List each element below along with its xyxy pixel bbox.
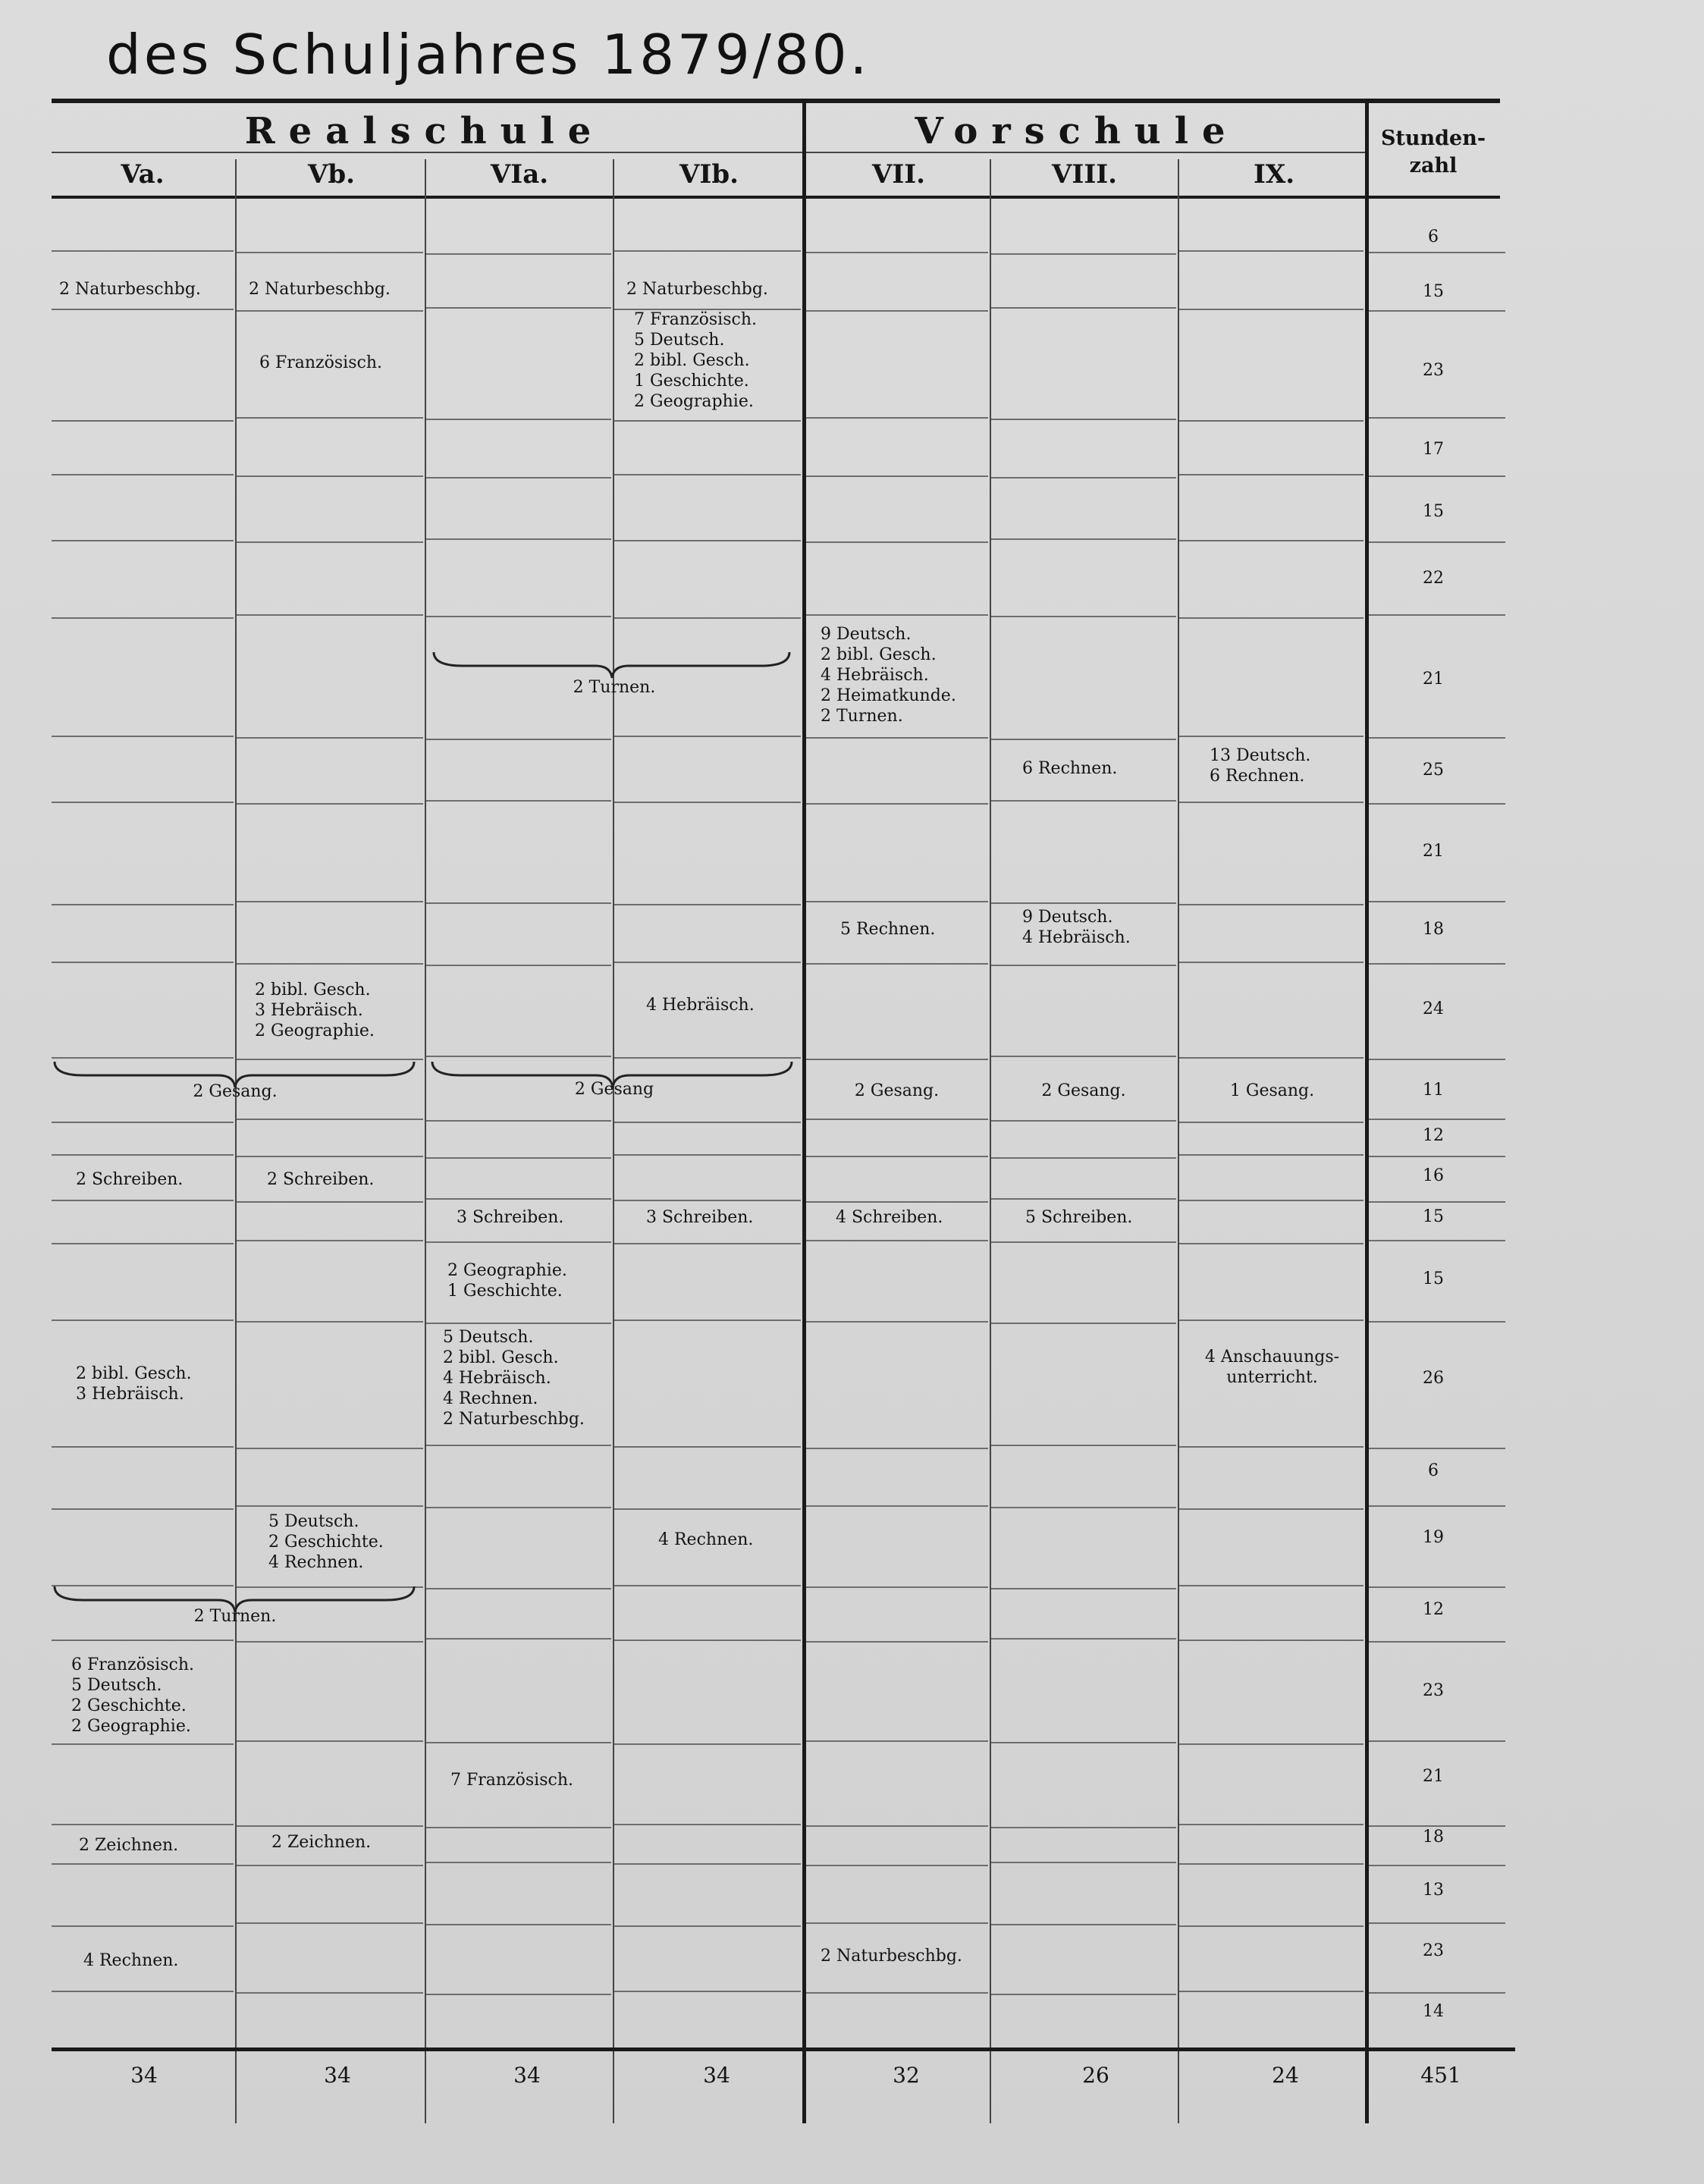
ruling-line [1369, 614, 1505, 616]
ruling-line [1369, 541, 1505, 543]
hours-row-20: 12 [1423, 1600, 1444, 1619]
cell-va-vb-gesang: 2 Gesang. [193, 1082, 278, 1101]
ruling-line [1179, 1824, 1364, 1825]
ruling-line [991, 1157, 1176, 1159]
ruling-line [614, 802, 801, 803]
ruling-line [806, 614, 988, 616]
ruling-line [1179, 1122, 1364, 1123]
ruling-line [806, 963, 988, 965]
ruling-line [614, 250, 801, 252]
ruling-line [1369, 417, 1505, 419]
ruling-line [1369, 252, 1505, 253]
hours-row-17: 26 [1423, 1369, 1444, 1388]
top-rule [52, 99, 1500, 103]
ruling-line [237, 1865, 423, 1866]
hours-row-14: 16 [1423, 1166, 1444, 1185]
cell-vb-zeichnen: 2 Zeichnen. [271, 1833, 372, 1852]
ruling-line [806, 310, 988, 312]
ruling-line [991, 419, 1176, 420]
ruling-line [52, 904, 234, 905]
ruling-line [52, 1200, 234, 1201]
cell-via-vib-turnen: 2 Turnen. [573, 678, 656, 697]
ruling-line [1369, 1240, 1505, 1241]
ruling-line [426, 1827, 611, 1828]
ruling-line [1179, 420, 1364, 422]
ruling-line [614, 1122, 801, 1123]
ruling-line [991, 1827, 1176, 1828]
ruling-line [1179, 1743, 1364, 1745]
ruling-line [1179, 1991, 1364, 1992]
cell-vb-franzoesisch: 6 Französisch. [259, 353, 382, 372]
ruling-line [237, 803, 423, 805]
cell-ix-gesang: 1 Gesang. [1229, 1081, 1315, 1100]
ruling-line [991, 739, 1176, 740]
header-rule-2 [52, 196, 1500, 199]
ruling-line [1369, 1505, 1505, 1507]
hours-header: Stunden- zahl [1380, 127, 1486, 177]
hours-row-12: 11 [1423, 1081, 1444, 1100]
ruling-line [1369, 963, 1505, 965]
ruling-line [237, 310, 423, 312]
ruling-line [52, 1640, 234, 1641]
ruling-line [426, 902, 611, 904]
ruling-line [806, 901, 988, 902]
ruling-line [52, 962, 234, 963]
hours-row-13: 12 [1423, 1126, 1444, 1145]
ruling-line [52, 1991, 234, 1992]
ruling-line [426, 477, 611, 479]
ruling-line [614, 1640, 801, 1641]
cell-via-block: 5 Deutsch. 2 bibl. Gesch. 4 Hebräisch. 4 Rechnen. 2 Naturbeschbg. [443, 1328, 585, 1429]
ruling-line [1369, 901, 1505, 902]
ruling-line [52, 617, 234, 619]
ruling-line [806, 541, 988, 543]
cell-vii-schreiben: 4 Schreiben. [836, 1208, 943, 1227]
cell-viii-block: 9 Deutsch. 4 Hebräisch. [1022, 908, 1131, 947]
ruling-line [806, 475, 988, 477]
ruling-line [1369, 1119, 1505, 1120]
ruling-line [614, 1154, 801, 1156]
ruling-line [1369, 1321, 1505, 1323]
ruling-line [237, 737, 423, 739]
ruling-line [52, 309, 234, 310]
ruling-line [806, 1240, 988, 1241]
ruling-line [614, 1585, 801, 1586]
ruling-line [1179, 540, 1364, 541]
ruling-line [1179, 309, 1364, 310]
hours-row-8: 25 [1423, 761, 1444, 780]
hours-row-10: 18 [1423, 920, 1444, 939]
ruling-line [1369, 1059, 1505, 1060]
cell-vib-block: 7 Französisch. 5 Deutsch. 2 bibl. Gesch. 1 Geschichte. 2 Geographie. [634, 310, 757, 411]
cell-vib-rechnen: 4 Rechnen. [658, 1530, 754, 1549]
ruling-line [426, 307, 611, 309]
cell-ix-anschauung: 4 Anschauungs- unterricht. [1204, 1348, 1340, 1387]
ruling-line [426, 965, 611, 966]
ruling-line [52, 1824, 234, 1825]
ruling-line [614, 1925, 801, 1927]
total-vb: 34 [324, 2063, 351, 2088]
ruling-line [52, 1122, 234, 1123]
ruling-line [237, 1992, 423, 1994]
ruling-line [1179, 1154, 1364, 1156]
ruling-line [806, 737, 988, 739]
ruling-line [426, 800, 611, 802]
ruling-line [614, 1743, 801, 1745]
ruling-line [426, 1507, 611, 1508]
total-vib: 34 [703, 2063, 730, 2088]
ruling-line [614, 474, 801, 475]
ruling-line [426, 616, 611, 617]
ruling-line [614, 1243, 801, 1244]
col-head-va: Va. [121, 159, 165, 190]
ruling-line [1369, 737, 1505, 739]
rule-via [425, 159, 426, 2123]
ruling-line [991, 1445, 1176, 1446]
ruling-line [1179, 904, 1364, 905]
ruling-line [237, 1201, 423, 1203]
hours-row-16: 15 [1423, 1269, 1444, 1288]
cell-vii-rechnen: 5 Rechnen. [840, 920, 936, 939]
ruling-line [614, 1824, 801, 1825]
ruling-line [991, 1056, 1176, 1057]
ruling-line [806, 803, 988, 805]
ruling-line [1179, 962, 1364, 963]
ruling-line [1369, 1448, 1505, 1449]
ruling-line [1369, 1740, 1505, 1742]
ruling-line [991, 902, 1176, 904]
ruling-line [1179, 1057, 1364, 1059]
ruling-line [237, 1825, 423, 1827]
cell-ix-block: 13 Deutsch. 6 Rechnen. [1210, 746, 1311, 786]
ruling-line [52, 1154, 234, 1156]
brace-via-vib-turnen [432, 651, 792, 681]
ruling-line [426, 1924, 611, 1925]
ruling-line [426, 253, 611, 255]
cell-via-geographie: 2 Geographie. 1 Geschichte. [447, 1261, 567, 1301]
cell-vb-naturbeschbg: 2 Naturbeschbg. [249, 280, 391, 299]
ruling-line [426, 1323, 611, 1324]
ruling-line [237, 252, 423, 253]
ruling-line [52, 736, 234, 737]
ruling-line [614, 1991, 801, 1992]
ruling-line [614, 1320, 801, 1321]
ruling-line [237, 901, 423, 902]
ruling-line [1369, 1641, 1505, 1643]
cell-vib-hebraeisch: 4 Hebräisch. [646, 996, 755, 1015]
col-head-vb: Vb. [308, 159, 355, 190]
hours-row-6: 22 [1423, 569, 1444, 588]
ruling-line [991, 1742, 1176, 1743]
ruling-line [614, 962, 801, 963]
ruling-line [426, 1198, 611, 1200]
rule-vorschule [802, 102, 806, 2123]
cell-vii-naturbeschbg: 2 Naturbeschbg. [821, 1947, 962, 1966]
ruling-line [237, 963, 423, 965]
cell-via-vib-gesang: 2 Gesang [574, 1080, 654, 1099]
ruling-line [426, 1241, 611, 1243]
ruling-line [1179, 1320, 1364, 1321]
rule-ix [1178, 159, 1179, 2123]
ruling-line [614, 420, 801, 422]
ruling-line [806, 252, 988, 253]
ruling-line [614, 1200, 801, 1201]
total-va: 34 [130, 2063, 158, 2088]
ruling-line [52, 1057, 234, 1059]
ruling-line [1179, 1200, 1364, 1201]
ruling-line [1179, 617, 1364, 619]
ruling-line [1179, 802, 1364, 803]
hours-row-24: 13 [1423, 1881, 1444, 1900]
ruling-line [614, 1863, 801, 1865]
ruling-line [991, 1241, 1176, 1243]
ruling-line [237, 541, 423, 543]
ruling-line [237, 614, 423, 616]
ruling-line [991, 1323, 1176, 1324]
hours-row-26: 14 [1423, 2002, 1444, 2021]
ruling-line [806, 1119, 988, 1120]
ruling-line [1369, 1156, 1505, 1157]
ruling-line [1179, 250, 1364, 252]
ruling-line [52, 802, 234, 803]
ruling-line [237, 1119, 423, 1120]
ruling-line [52, 1743, 234, 1745]
ruling-line [806, 1825, 988, 1827]
hours-row-25: 23 [1423, 1941, 1444, 1960]
ruling-line [1179, 1863, 1364, 1865]
cell-va-naturbeschbg: 2 Naturbeschbg. [59, 280, 201, 299]
cell-vii-block: 9 Deutsch. 2 bibl. Gesch. 4 Hebräisch. 2 Heimatkunde. 2 Turnen. [821, 625, 956, 726]
ruling-line [991, 477, 1176, 479]
ruling-line [426, 1862, 611, 1863]
ruling-line [426, 538, 611, 540]
ruling-line [614, 1057, 801, 1059]
ruling-line [426, 419, 611, 420]
ruling-line [806, 1321, 988, 1323]
cell-vb-block2: 5 Deutsch. 2 Geschichte. 4 Rechnen. [268, 1512, 384, 1572]
ruling-line [237, 1922, 423, 1924]
ruling-line [1179, 1925, 1364, 1927]
col-head-vii: VII. [871, 159, 926, 190]
ruling-line [806, 1505, 988, 1507]
cell-viii-rechnen: 6 Rechnen. [1022, 759, 1118, 778]
cell-vii-gesang: 2 Gesang. [854, 1081, 940, 1100]
ruling-line [991, 1588, 1176, 1589]
ruling-line [237, 1321, 423, 1323]
rule-vib [613, 159, 614, 2123]
cell-vib-schreiben: 3 Schreiben. [646, 1208, 754, 1227]
total-hours: 451 [1420, 2063, 1461, 2088]
ruling-line [52, 1243, 234, 1244]
ruling-line [52, 1925, 234, 1927]
ruling-line [991, 616, 1176, 617]
ruling-line [991, 1994, 1176, 1995]
ruling-line [1369, 475, 1505, 477]
rule-hours [1365, 102, 1369, 2123]
ruling-line [52, 540, 234, 541]
ruling-line [237, 1505, 423, 1507]
ruling-line [1179, 474, 1364, 475]
ruling-line [1369, 1201, 1505, 1203]
ruling-line [426, 1994, 611, 1995]
ruling-line [237, 1448, 423, 1449]
ruling-line [52, 1508, 234, 1510]
ruling-line [237, 1240, 423, 1241]
realschule-heading: Realschule [244, 110, 605, 152]
ruling-line [806, 417, 988, 419]
ruling-line [991, 1862, 1176, 1863]
col-head-viii: VIII. [1052, 159, 1117, 190]
ruling-line [614, 1446, 801, 1448]
col-head-ix: IX. [1253, 159, 1295, 190]
ruling-line [1369, 1586, 1505, 1588]
hours-row-3: 23 [1423, 361, 1444, 380]
ruling-line [1179, 736, 1364, 737]
ruling-line [806, 1059, 988, 1060]
rule-viii [990, 159, 991, 2123]
ruling-line [426, 739, 611, 740]
ruling-line [806, 1586, 988, 1588]
ruling-line [991, 1198, 1176, 1200]
ruling-line [52, 1446, 234, 1448]
vorschule-heading: Vorschule [915, 110, 1239, 152]
cell-va-zeichnen: 2 Zeichnen. [79, 1836, 179, 1855]
cell-va-block: 2 bibl. Gesch. 3 Hebräisch. [76, 1364, 192, 1404]
total-ix: 24 [1272, 2063, 1299, 2088]
ruling-line [237, 1740, 423, 1742]
ruling-line [806, 1448, 988, 1449]
col-head-via: VIa. [490, 159, 549, 190]
hours-row-11: 24 [1423, 999, 1444, 1018]
bottom-rule [52, 2048, 1515, 2051]
hours-row-2: 15 [1423, 282, 1444, 301]
ruling-line [991, 1120, 1176, 1122]
ruling-line [426, 1742, 611, 1743]
ruling-line [991, 800, 1176, 802]
ruling-line [991, 307, 1176, 309]
cell-vb-block: 2 bibl. Gesch. 3 Hebräisch. 2 Geographie. [255, 981, 375, 1040]
ruling-line [991, 538, 1176, 540]
ruling-line [1179, 1508, 1364, 1510]
ruling-line [237, 1641, 423, 1643]
cell-vib-naturbeschbg: 2 Naturbeschbg. [626, 280, 768, 299]
hours-row-21: 23 [1423, 1681, 1444, 1700]
ruling-line [991, 1507, 1176, 1508]
hours-row-5: 15 [1423, 502, 1444, 521]
ruling-line [1179, 1446, 1364, 1448]
ruling-line [52, 420, 234, 422]
ruling-line [614, 1508, 801, 1510]
ruling-line [1179, 1585, 1364, 1586]
hours-row-9: 21 [1423, 842, 1444, 861]
hours-row-19: 19 [1423, 1528, 1444, 1547]
ruling-line [237, 417, 423, 419]
ruling-line [1369, 1865, 1505, 1866]
ruling-line [806, 1641, 988, 1643]
ruling-line [1369, 1922, 1505, 1924]
ruling-line [52, 474, 234, 475]
ruling-line [806, 1201, 988, 1203]
ruling-line [806, 1992, 988, 1994]
hours-row-23: 18 [1423, 1828, 1444, 1847]
ruling-line [991, 253, 1176, 255]
ruling-line [1179, 1243, 1364, 1244]
ruling-line [1369, 1825, 1505, 1827]
cell-va-block2: 6 Französisch. 5 Deutsch. 2 Geschichte. 2 Geographie. [71, 1655, 194, 1736]
ruling-line [237, 475, 423, 477]
ruling-line [1179, 1640, 1364, 1641]
cell-va-rechnen: 4 Rechnen. [83, 1951, 179, 1970]
cell-vb-schreiben: 2 Schreiben. [267, 1170, 375, 1189]
ruling-line [806, 1156, 988, 1157]
ruling-line [614, 904, 801, 905]
ruling-line [52, 250, 234, 252]
hours-row-1: 6 [1428, 228, 1439, 246]
hours-row-18: 6 [1428, 1461, 1439, 1480]
cell-via-franzoesisch: 7 Französisch. [450, 1771, 573, 1790]
hours-row-15: 15 [1423, 1207, 1444, 1226]
ruling-line [806, 1865, 988, 1866]
ruling-line [991, 1924, 1176, 1925]
cell-viii-gesang: 2 Gesang. [1041, 1081, 1126, 1100]
ruling-line [614, 617, 801, 619]
total-viii: 26 [1082, 2063, 1109, 2088]
cell-via-schreiben: 3 Schreiben. [457, 1208, 564, 1227]
ruling-line [426, 1588, 611, 1589]
cell-viii-schreiben: 5 Schreiben. [1025, 1208, 1133, 1227]
col-head-vib: VIb. [679, 159, 739, 190]
ruling-line [991, 965, 1176, 966]
ruling-line [52, 1320, 234, 1321]
rule-vb [235, 159, 237, 2123]
hours-row-22: 21 [1423, 1767, 1444, 1786]
ruling-line [806, 1740, 988, 1742]
ruling-line [1369, 310, 1505, 312]
ruling-line [426, 1638, 611, 1640]
ruling-line [426, 1445, 611, 1446]
ruling-line [1369, 803, 1505, 805]
total-via: 34 [513, 2063, 541, 2088]
ruling-line [614, 540, 801, 541]
ruling-line [426, 1157, 611, 1159]
ruling-line [1369, 1992, 1505, 1994]
ruling-line [52, 1863, 234, 1865]
page-title: des Schuljahres 1879/80. [106, 23, 871, 86]
ruling-line [991, 1638, 1176, 1640]
hours-row-7: 21 [1423, 670, 1444, 689]
cell-va-vb-turnen: 2 Turnen. [193, 1607, 277, 1626]
total-vii: 32 [893, 2063, 920, 2088]
ruling-line [237, 1156, 423, 1157]
ruling-line [614, 736, 801, 737]
ruling-line [426, 1056, 611, 1057]
ruling-line [426, 1120, 611, 1122]
hours-row-4: 17 [1423, 440, 1444, 459]
ruling-line [806, 1922, 988, 1924]
cell-va-schreiben: 2 Schreiben. [76, 1170, 184, 1189]
